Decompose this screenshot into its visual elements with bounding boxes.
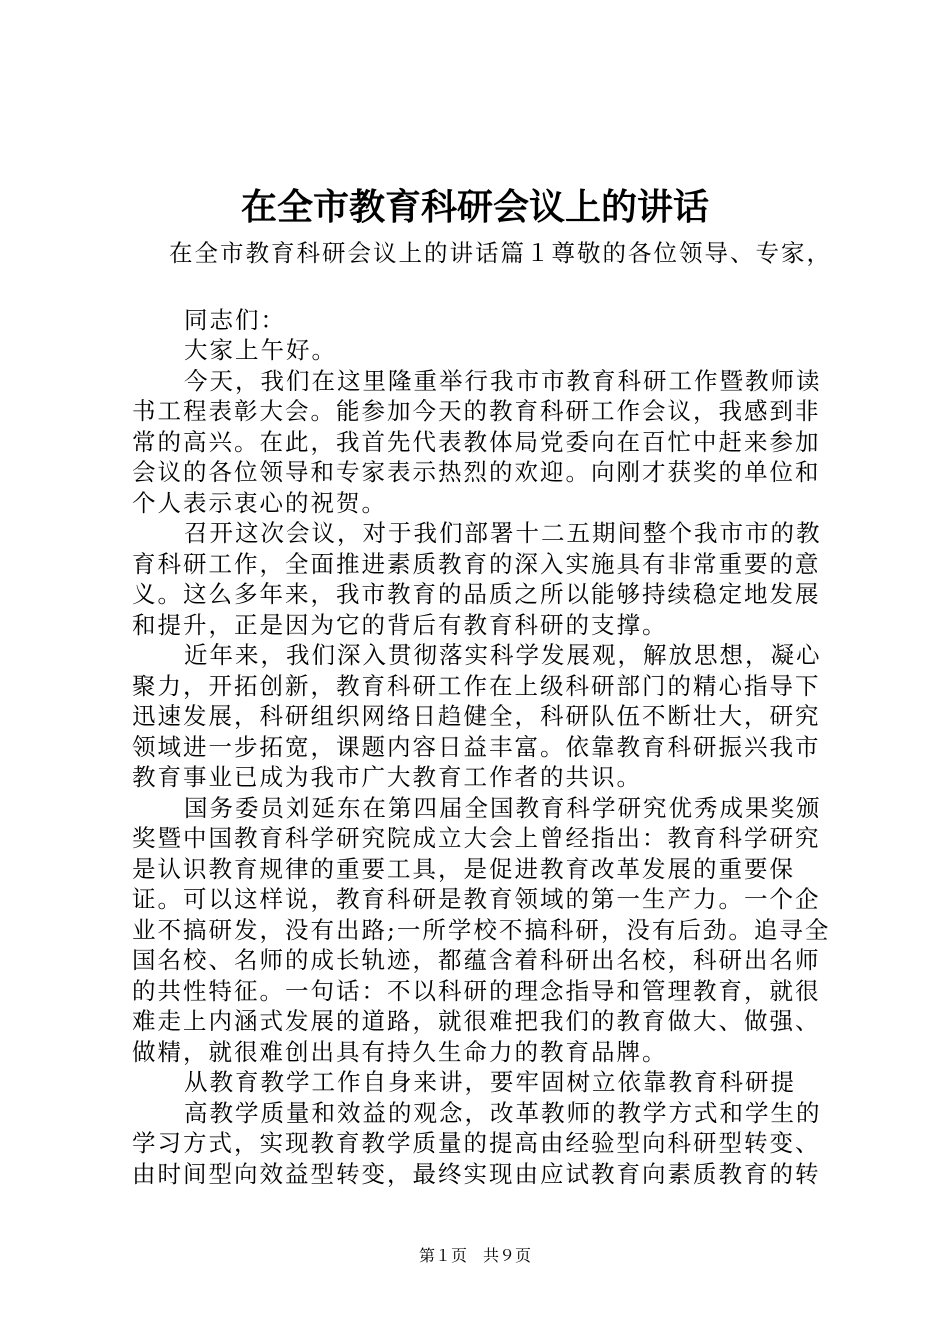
intro-line: 在全市教育科研会议上的讲话篇１尊敬的各位领导、专家，	[169, 239, 832, 267]
paragraph: 近年来，我们深入贯彻落实科学发展观，解放思想，凝心聚力，开拓创新，教育科研工作在上级科研部门的精心指导下迅速发展，科研组织网络日趋健全，科研队伍不断壮大，研究领域进一步拓宽，课题内容日益丰富。依靠教育科研振兴我市教育事业已成为我市广大教育工作者的共识。	[132, 641, 822, 791]
paragraph: 召开这次会议，对于我们部署十二五期间整个我市市的教育科研工作，全面推进素质教育的深入实施具有非常重要的意义。这么多年来，我市教育的品质之所以能够持续稳定地发展和提升，正是因为它的背后有教育科研的支撑。	[132, 519, 822, 639]
paragraph: 国务委员刘延东在第四届全国教育科学研究优秀成果奖颁奖暨中国教育科学研究院成立大会上曾经指出：教育科学研究是认识教育规律的重要工具，是促进教育改革发展的重要保证。可以这样说，教育科研是教育领域的第一生产力。一个企业不搞研发，没有出路;一所学校不搞科研，没有后劲。追寻全国名校、名师的成长轨迹，都蕴含着科研出名校，科研出名师的共性特征。一句话：不以科研的理念指导和管理教育，就很难走上内涵式发展的道路，就很难把我们的教育做大、做强、做精，就很难创出具有持久生命力的教育品牌。	[132, 793, 831, 1066]
page-number: 第１页 共９页	[418, 1246, 531, 1265]
paragraph: 从教育教学工作自身来讲，要牢固树立依靠教育科研提	[184, 1068, 796, 1096]
document-body	[132, 238, 832, 1189]
document-title: 在全市教育科研会议上的讲话	[240, 186, 709, 228]
paragraph: 大家上午好。	[184, 336, 337, 364]
paragraph: 同志们：	[184, 305, 286, 334]
paragraph: 今天，我们在这里隆重举行我市市教育科研工作暨教师读书工程表彰大会。能参加今天的教育科研工作会议，我感到非常的高兴。在此，我首先代表教体局党委向在百忙中赶来参加会议的各位领导和专家表示热烈的欢迎。向刚才获奖的单位和个人表示衷心的祝贺。	[132, 366, 822, 517]
paragraph: 高教学质量和效益的观念，改革教师的教学方式和学生的学习方式，实现教育教学质量的提高由经验型向科研型转变、由时间型向效益型转变，最终实现由应试教育向素质教育的转	[132, 1098, 822, 1188]
